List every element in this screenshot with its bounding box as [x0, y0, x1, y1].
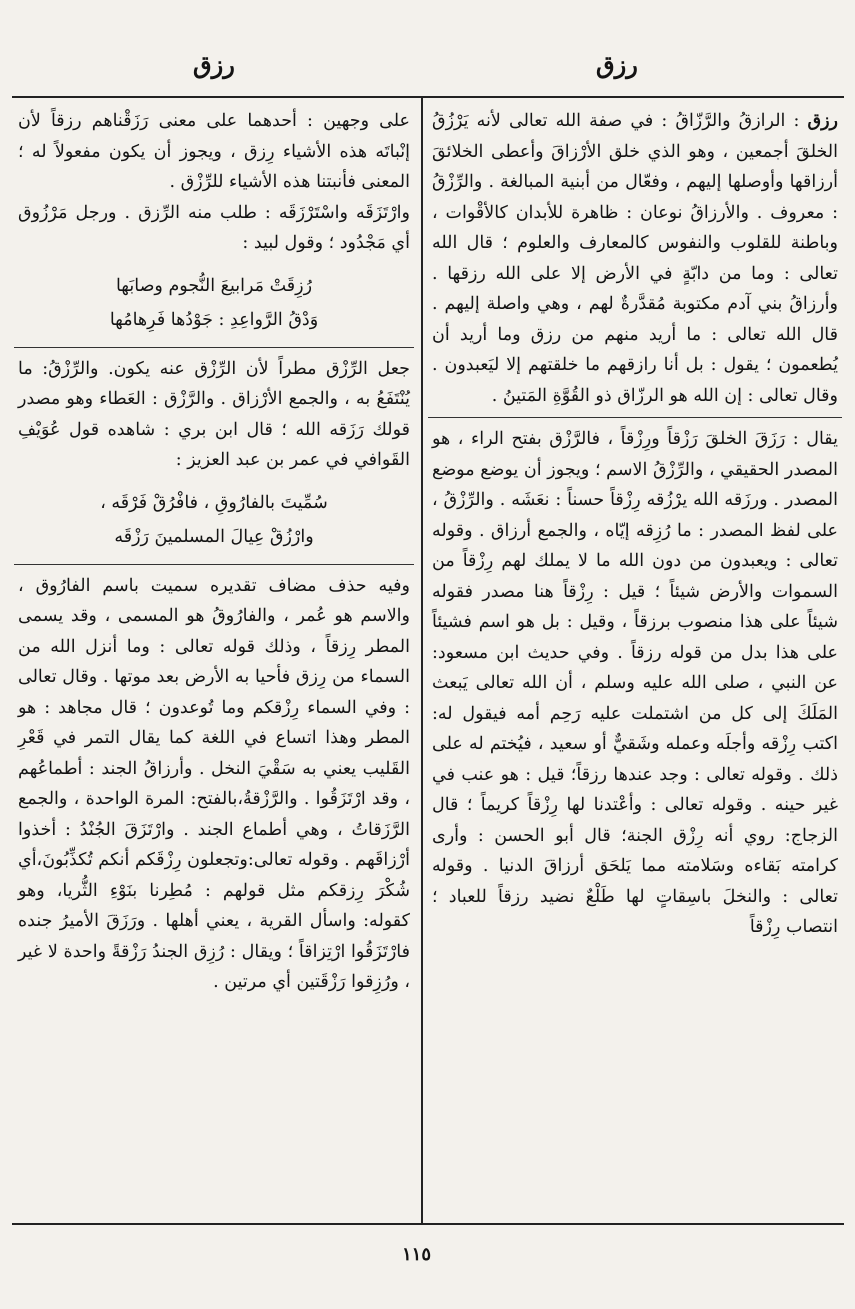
entry-headword: رزق	[807, 111, 838, 131]
entry-paragraph: جعل الرِّزْق مطراً لأن الرِّزْق عنه يكون. والرِّزْقُ: ما يُنْتَفَعُ به ، والجمع الأرْزاق . والرَّزْق : العَطاء وهو مصدر قولك رَزَقه الله ؛ قال ابن بري : شاهده قول عُوَيْفِ القَوافي في عمر بن عبد العزيز :	[18, 358, 410, 470]
poetry-verse	[18, 486, 410, 554]
verse-line: رُزِقَتْ مَرابيعَ النُّجوم وصابَها	[115, 275, 313, 296]
verse-line: سُمِّيتَ بالفارُوقِ ، فافْرُقْ فَرْقَه ،	[100, 492, 328, 513]
running-header-right: رزق	[596, 50, 638, 79]
entry-paragraph: على وجهين : أحدهما على معنى رَزَقْناهم رزقاً لأن إنْباتَه هذه الأشياء رِزق ، ويجوز أن يكون مفعولاً له ؛ المعنى فأنبتنا هذه الأشياء للرِّزْق .	[18, 111, 410, 192]
poetry-verse	[18, 269, 410, 337]
page-number: ١١٥	[402, 1244, 432, 1265]
entry-paragraph: وارْتَزَقَه واسْتَرْزَقَه : طلب منه الرِّزق . ورجل مَرْزُوق أي مَجْدُود ؛ وقول لبيد :	[18, 202, 410, 253]
left-column	[18, 106, 410, 998]
verse-line: وارْزُقْ عِيالَ المسلمينَ رَزْقَه	[114, 526, 314, 547]
entry-paragraph	[432, 106, 838, 411]
entry-paragraph: يقال : رَزَقَ الخلقَ رَزْقاً ورِزْقاً ، فالرَّزْق بفتح الراء ، هو المصدر الحقيقي ، والرِّزْقُ الاسم ؛ ويجوز أن يوضع موضع المصدر . ورزَقه الله يرْزُقه رِزْقاً حسناً : نعَشَه . والرِّزْقُ ، على لفظ المصدر : ما رُزِقه إيّاه ، والجمع أرزاق . وقوله تعالى : ويعبدون من دون الله ما لا يملك لهم رِزْقاً من السموات والأرض شيئاً ؛ قيل : رِزْقاً هنا مصدر فقوله شيئاً على هذا منصوب برزقاً ، وقيل : بل هو اسم فشيئاً على هذا بدل من قوله رزقاً . وفي حديث ابن مسعود: عن النبي ، صلى الله عليه وسلم ، أن الله تعالى يَبعث المَلَكَ إلى كل من اشتملت عليه رَحِم أمه فيقول له: اكتب رِزْقه وأجلَه وعمله وشَقيٌّ أو سعيد ، فيُختم له على ذلك . وقوله تعالى : وجد عندها رزقاً؛ قيل : هو عنب في غير حينه . وقوله تعالى : وأعْتدنا لها رِزْقاً كريماً ؛ قال الزجاج: روي أنه رِزْق الجنة؛ قال أبو الحسن : وأرى كرامته بَقاءه وسَلامته مما يَلحَق أرزاقَ الدنيا . وقوله تعالى : والنخلَ باسِقاتٍ لها طَلْعٌ نضيد رزقاً للعباد ؛ انتصاب رِزْقاً	[432, 429, 838, 937]
entry-text: : الرازقُ والرَّزّاقُ : في صفة الله تعالى لأنه يَرْزُقُ الخلقَ أجمعين ، وهو الذي خلق الأرْزاقَ وأعطى الخلائقَ أرزاقها وأوصلها إليهم ، وفعّال من أبنية المبالغة . والرِّزْقُ : معروف . والأرزاقُ نوعان : ظاهرة للأبدان كالأقْوات ، وباطنة للقلوب والنفوس كالمعارف والعلوم ؛ قال الله تعالى : وما من دابّةٍ في الأرض إلا على الله رزقها . وأرزاقُ بني آدم مكتوبة مُقدَّرةٌ لهم ، وهي واصلة إليهم . قال الله تعالى : ما أريد منهم من رزق وما أريد أن يُطعمون ؛ يقول : بل أنا رازقهم ما خلقتهم إلا ليَعبدون . وقال تعالى : إن الله هو الرزّاق ذو القُوَّةِ المَتينُ .	[432, 111, 838, 406]
paragraph-rule	[14, 347, 414, 348]
paragraph-rule	[14, 564, 414, 565]
bottom-rule	[12, 1223, 844, 1225]
paragraph-rule	[428, 417, 842, 418]
right-column	[432, 106, 838, 943]
running-header-left: رزق	[193, 50, 235, 79]
entry-paragraph: وفيه حذف مضاف تقديره سميت باسم الفارُوق ، والاسم هو عُمر ، والفارُوقُ هو المسمى ، وقد يسمى المطر رِزقاً ، وذلك قوله تعالى : وما أنزل الله من السماء من رِزق فأحيا به الأرض بعد موتها . وقال تعالى : وفي السماء رِزْقكم وما تُوعدون ؛ قال مجاهد : هو المطر وهذا اتساع في اللغة كما يقال التمر في قَعْرِ القَليب يعني به سَقْيَ النخل . وأرزاقُ الجند : أطماعُهم ، وقد ارْتَزَقُوا . والرَّزْقةُ،بالفتح: المرة الواحدة ، والجمع الرَّزَقاتُ ، وهي أطماع الجند . وارْتَزَقَ الجُنْدُ : أخذوا أرْزاقَهم . وقوله تعالى:وتجعلون رِزْقَكم أنكم تُكذِّبُونَ،أي شُكْرَ رِزقكم مثل قولهم : مُطِرنا بنَوْءِ الثُّريا، وهو كقوله: واسأل القرية ، يعني أهلها . ورَزَقَ الأميرُ جنده فارْتَزَقُوا ارْتِزاقاً ؛ ويقال : رُزِق الجندُ رَزْقةً واحدة لا غير ، ورُزِقوا رَزْقَتين أي مرتين .	[18, 575, 410, 992]
column-divider	[421, 98, 423, 1223]
verse-line: وَدْقُ الرَّواعِدِ : جَوْدُها فَرِهامُها	[109, 309, 319, 330]
top-rule	[12, 96, 844, 98]
